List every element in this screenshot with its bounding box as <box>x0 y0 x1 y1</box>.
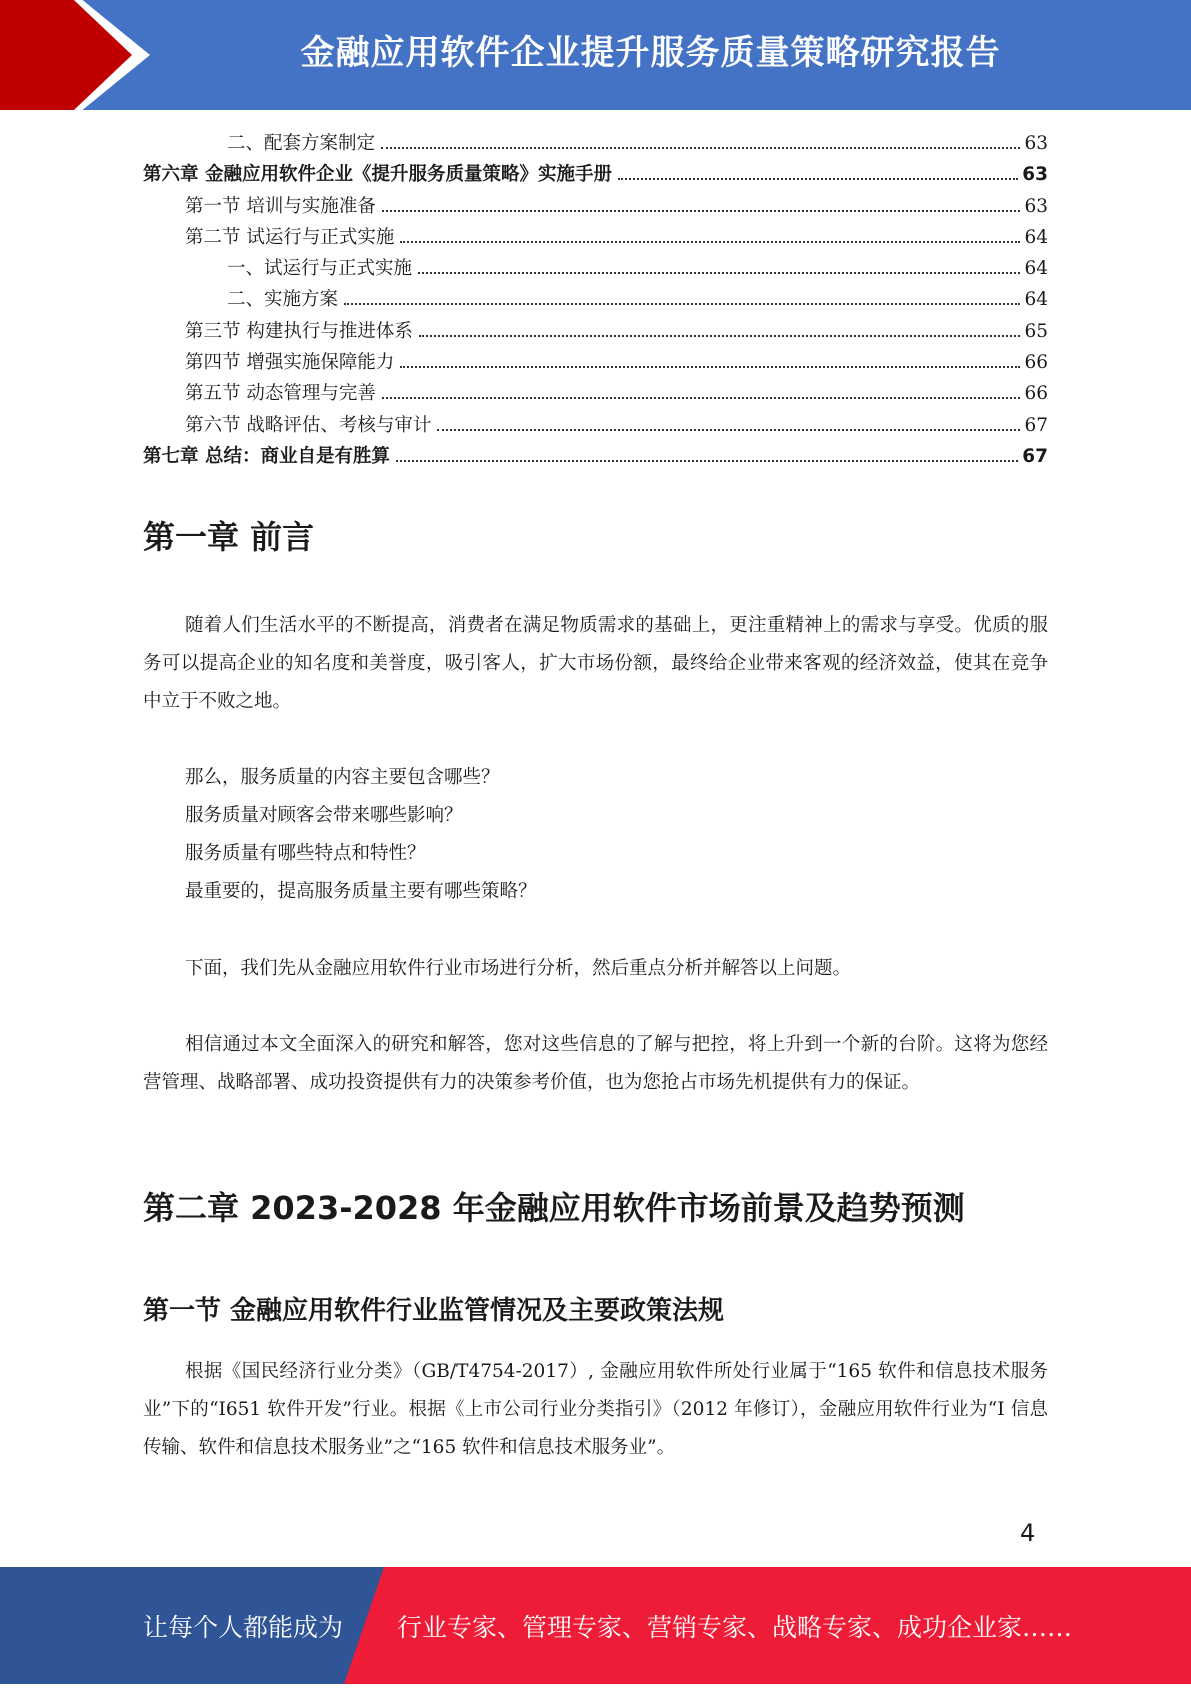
body-paragraph: 相信通过本文全面深入的研究和解答，您对这些信息的了解与把控，将上升到一个新的台阶。这将为您经营管理、战略部署、成功投资提供有力的决策参考价值，也为您抢占市场先机提供有力的保证。 <box>143 1034 1048 1093</box>
question-item: 服务质量对顾客会带来哪些影响？ <box>185 805 463 826</box>
toc-entry[interactable]: 第六章 金融应用软件企业《提升服务质量策略》实施手册 63 <box>143 164 1048 186</box>
toc-entry[interactable]: 第一节 培训与实施准备 63 <box>185 195 1048 217</box>
toc-entry[interactable]: 第四节 增强实施保障能力 66 <box>185 352 1048 374</box>
body-paragraph: 根据《国民经济行业分类》（GB/T4754-2017）, 金融应用软件所处行业属于“165 软件和信息技术服务业”下的“I651 软件开发”行业。根据《上市公司行业分类指引》（2012 年修订），金融应用软件行业为“I 信息传输、软件和信息技术服务业”之“165 软件和信息技术服务业”。 <box>143 1361 1048 1458</box>
toc-entry[interactable]: 第二节 试运行与正式实施 64 <box>185 226 1048 248</box>
toc-leader <box>437 429 1020 431</box>
toc-entry[interactable]: 二、实施方案 64 <box>227 289 1048 311</box>
document-title: 金融应用软件企业提升服务质量策略研究报告 <box>300 33 1001 73</box>
footer-slogan-left: 让每个人都能成为 <box>143 1613 344 1642</box>
toc-entry[interactable]: 二、配套方案制定 63 <box>227 133 1048 154</box>
toc-leader <box>418 272 1020 274</box>
toc-leader <box>344 303 1020 305</box>
toc-leader <box>396 460 1018 462</box>
question-item: 最重要的，提高服务质量主要有哪些策略？ <box>185 881 537 902</box>
table-of-contents <box>143 129 1048 473</box>
footer-slogan-right: 行业专家、管理专家、营销专家、战略专家、成功企业家…… <box>397 1613 1073 1642</box>
header-red-arrow <box>0 0 132 110</box>
toc-leader <box>382 210 1021 212</box>
toc-leader <box>382 397 1021 399</box>
body-paragraph: 随着人们生活水平的不断提高，消费者在满足物质需求的基础上，更注重精神上的需求与享受。优质的服务可以提高企业的知名度和美誉度，吸引客人，扩大市场份额，最终给企业带来客观的经济效益，使其在竞争中立于不败之地。 <box>143 615 1048 712</box>
toc-entry[interactable]: 第六节 战略评估、考核与审计 67 <box>185 414 1048 436</box>
toc-entry[interactable]: 第七章 总结：商业自是有胜算 67 <box>143 445 1048 467</box>
question-item: 那么，服务质量的内容主要包含哪些？ <box>185 767 500 788</box>
header-banner <box>0 0 1191 110</box>
chapter-heading: 第二章 2023-2028 年金融应用软件市场前景及趋势预测 <box>143 1189 965 1227</box>
body-paragraph: 下面，我们先从金融应用软件行业市场进行分析，然后重点分析并解答以上问题。 <box>185 958 852 979</box>
footer-banner <box>0 1567 1191 1684</box>
toc-leader <box>419 335 1021 337</box>
toc-leader <box>400 366 1020 368</box>
question-list <box>185 759 537 911</box>
toc-leader <box>618 178 1018 180</box>
toc-leader <box>381 147 1020 149</box>
chapter-heading: 第一章 前言 <box>143 518 315 556</box>
page-number: 4 <box>1020 1519 1036 1547</box>
toc-entry[interactable]: 第三节 构建执行与推进体系 65 <box>185 320 1048 342</box>
section-heading: 第一节 金融应用软件行业监管情况及主要政策法规 <box>143 1296 725 1326</box>
toc-entry[interactable]: 第五节 动态管理与完善 66 <box>185 383 1048 405</box>
question-item: 服务质量有哪些特点和特性？ <box>185 843 426 864</box>
toc-entry[interactable]: 一、试运行与正式实施 64 <box>227 258 1048 280</box>
toc-leader <box>400 241 1020 243</box>
